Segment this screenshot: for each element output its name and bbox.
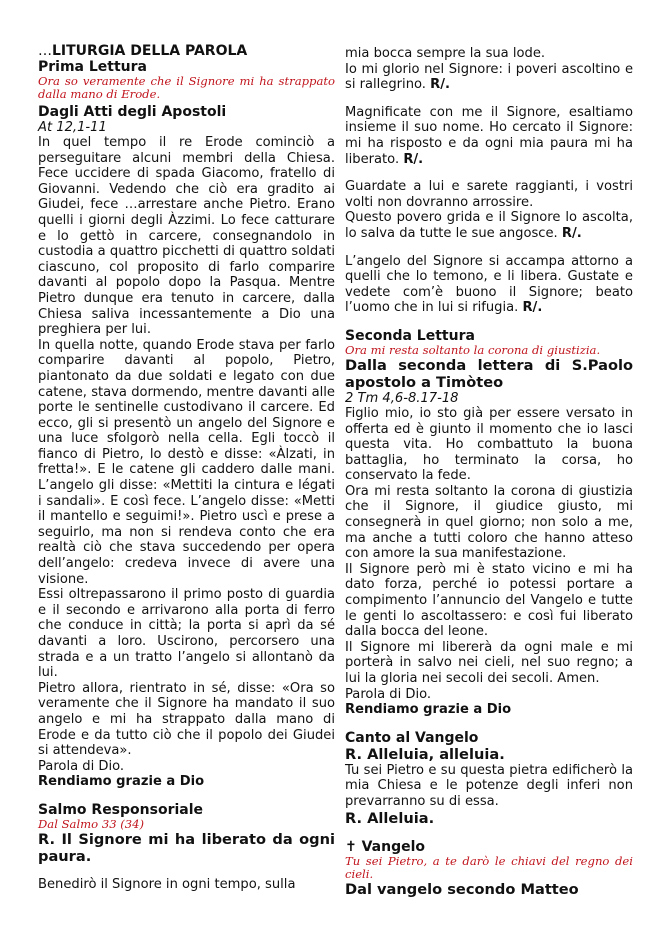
letter-paragraph-2: Ora mi resta soltanto la corona di giustizia che il Signore, il giudice giusto, mi consegnerà in quel giorno; non solo a me, ma anche a tutti coloro che hanno atteso con amore la sua manifestazione. [345,483,633,562]
psalm-verse-1-text: Io mi glorio nel Signore: i poveri ascoltino e si rallegrino. [345,61,633,93]
psalm-reference: Dal Salmo 33 (34) [38,816,145,831]
response-mark: R/. [561,225,582,241]
psalm-verse-2-text: Magnificate con me il Signore, esaltiamo insieme il suo nome. Ho cercato il Signore: mi ha risposto e da ogni mia paura mi ha liberato. [345,104,633,167]
letter-reference: 2 Tm 4,6-8.17-18 [345,390,459,406]
acts-reference: At 12,1-11 [38,120,107,135]
thanks-response-2: Rendiamo grazie a Dio [345,702,512,718]
psalm-heading: Salmo Responsoriale [38,801,204,818]
letter-paragraph-4: Il Signore mi libererà da ogni male e mi porterà in salvo nei cieli, nel suo regno; a lui la gloria nei secoli dei secoli. Amen. [345,639,633,686]
letter-title: Dalla seconda lettera di S.Paolo apostolo a Timòteo [345,356,633,391]
psalm-verse-1-end-b [345,62,633,93]
psalm-response: R. Il Signore mi ha liberato da ogni paura. [38,830,335,865]
acts-paragraph-4: Pietro allora, rientrato in sé, disse: «Ora so veramente che il Signore ha mandato il suo angelo e mi ha strappato dalla mano di Erode e da tutto ciò che il popolo dei Giudei si attendeva». [38,680,335,759]
thanks-response-1: Rendiamo grazie a Dio [38,774,205,790]
first-reading-antiphon: Ora so veramente che il Signore mi ha strappato dalla mano di Erode. [38,74,335,101]
gospel-heading [345,839,633,855]
acts-paragraph-1: In quel tempo il re Erode cominciò a perseguitare alcuni membri della Chiesa. Fece uccidere di spada Giacomo, fratello di Giovanni. Vedendo che ciò era gradito ai Giudei, fece …arrestare anche Pietro. Erano quelli i giorni degli Àzzimi. Lo fece catturare e lo gettò in carcere, consegnandolo in custodia a quattro picchetti di quattro soldati ciascuno, col proposito di farlo comparire davanti al popolo dopo la Pasqua. Mentre Pietro dunque era tenuto in carcere, dalla Chiesa saliva incessantemente a Dio una preghiera per lui. [38,135,335,338]
psalm-verse-1-start: Benedirò il Signore in ogni tempo, sulla [38,876,296,892]
cross-icon: ✝ [345,838,357,855]
gospel-heading-text: Vangelo [361,838,426,855]
left-column [38,44,335,893]
letter-paragraph-3: Il Signore però mi è stato vicino e mi ha dato forza, perché io potessi portare a compimento l’annuncio del Vangelo e tutte le genti lo ascoltassero: e così fui liberato dalla bocca del leone. [345,561,633,640]
psalm-verse-2 [345,105,633,167]
psalm-verse-3b-text: Questo povero grida e il Signore lo ascolta, lo salva da tutte le sue angosce. [345,210,633,241]
acts-paragraph-3: Essi oltrepassarono il primo posto di guardia e il secondo e arrivarono alla porta di ferro che conduce in città; la porta si aprì da sé davanti a loro. Uscirono, percorsero una strada e a un tratto l’angelo si allontanò da lui. [38,587,335,681]
word-of-god-2: Parola di Dio. [345,686,432,702]
acts-paragraph-2: In quella notte, quando Erode stava per farlo comparire davanti al popolo, Pietro, piantonato da due soldati e legato con due catene, stava dormendo, mentre davanti alle porte le sentinelle custodivano il carcere. Ed ecco, gli si presentò un angelo del Signore e una luce sfolgorò nella cella. Egli toccò il fianco di Pietro, lo destò e disse: «Àlzati, in fretta!». E le catene gli caddero dalle mani. L’angelo gli disse: «Mettiti la cintura e légati i sandali». E così fece. L’angelo disse: «Metti il mantello e seguimi!». Pietro uscì e prese a seguirlo, ma non si rendeva conto che era realtà ciò che stava succedendo per opera dell’angelo: credeva invece di avere una visione. [38,337,335,587]
liturgy-title [38,44,335,59]
alleluia-response-2: R. Alleluia. [345,809,435,827]
response-mark: R/. [430,77,450,93]
psalm-verse-4 [345,254,633,316]
gospel-acclamation-heading: Canto al Vangelo [345,729,479,746]
liturgy-title-text: LITURGIA DELLA PAROLA [52,43,248,59]
liturgy-prefix: … [38,43,52,59]
gospel-antiphon: Tu sei Pietro, a te darò le chiavi del regno dei cieli. [345,853,633,881]
right-column [345,46,633,898]
acclamation-text: Tu sei Pietro e su questa pietra edificherò la mia Chiesa e le potenze degli inferi non prevarranno su di essa. [345,762,633,809]
psalm-verse-1-end-a: mia bocca sempre la sua lode. [345,46,546,61]
psalm-verse-3b [345,210,633,241]
response-mark: R/. [522,300,543,316]
gospel-title: Dal vangelo secondo Matteo [345,880,579,898]
response-mark: R/. [403,151,424,167]
psalm-verse-3a: Guardate a lui e sarete raggianti, i vostri volti non dovranno arrossire. [345,179,633,210]
second-reading-antiphon: Ora mi resta soltanto la corona di giustizia. [345,342,601,357]
alleluia-response-1: R. Alleluia, alleluia. [345,745,505,763]
second-reading-heading: Seconda Lettura [345,327,475,344]
first-reading-heading: Prima Lettura [38,59,147,75]
psalm-verse-4-text: L’angelo del Signore si accampa attorno a quelli che lo temono, e li libera. Gustate e vedete com’è buono il Signore; beato l’uomo che in lui si rifugia. [345,253,633,316]
word-of-god-1: Parola di Dio. [38,758,125,774]
letter-paragraph-1: Figlio mio, io sto già per essere versato in offerta ed è giunto il momento che io lasci questa vita. Ho combattuto la buona battaglia, ho terminato la corsa, ho conservato la fede. [345,405,633,484]
acts-title: Dagli Atti degli Apostoli [38,104,227,120]
